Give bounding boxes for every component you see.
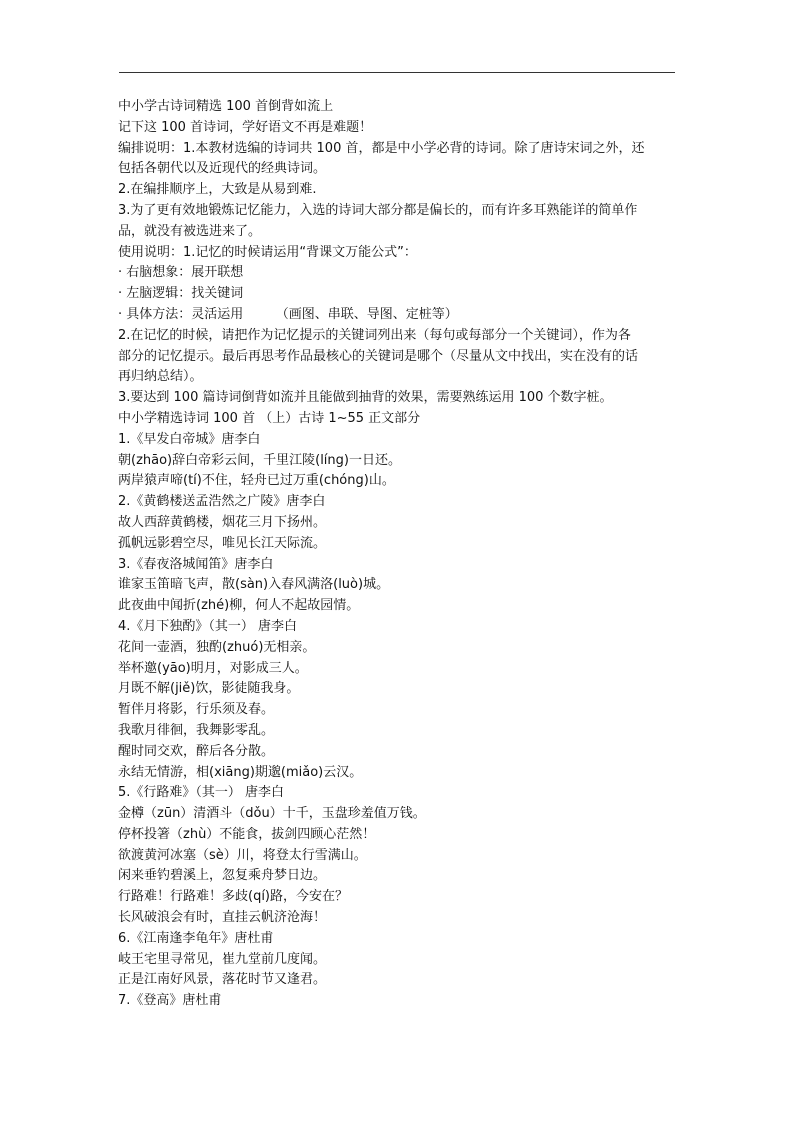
text-line: 使用说明：1.记忆的时候请运用“背课文万能公式”：	[118, 244, 417, 260]
poem-title: 4.《月下独酌》（其一） 唐李白	[118, 618, 298, 634]
poem-line: 停杯投箸（zhù）不能食，拔剑四顾心茫然！	[118, 826, 376, 842]
text-line: 3.为了更有效地锻炼记忆能力，入选的诗词大部分都是偏长的，而有许多耳熟能详的简单作	[118, 202, 638, 218]
poem-title: 5.《行路难》（其一） 唐李白	[118, 785, 285, 801]
poem-line: 闲来垂钓碧溪上，忽复乘舟梦日边。	[118, 868, 327, 884]
poem-line: 行路难！行路难！多歧(qí)路，今安在？	[118, 889, 349, 905]
bullet-item: · 左脑逻辑：找关键词	[118, 286, 244, 302]
poem-line: 朝(zhāo)辞白帝彩云间，千里江陵(líng)一日还。	[118, 452, 401, 468]
text-line: 部分的记忆提示。最后再思考作品最核心的关键词是哪个（尽量从文中找出，实在没有的话	[118, 348, 639, 364]
poem-line: 金樽（zūn）清酒斗（dǒu）十千，玉盘珍羞值万钱。	[118, 806, 426, 822]
text-line: 2.在记忆的时候，请把作为记忆提示的关键词列出来（每句或每部分一个关键词），作为各	[118, 327, 631, 343]
document-body	[118, 97, 678, 1012]
poem-title: 2.《黄鹤楼送孟浩然之广陵》唐李白	[118, 494, 326, 510]
subtitle: 记下这 100 首诗词，学好语文不再是难题！	[118, 119, 373, 135]
poem-line: 此夜曲中闻折(zhé)柳，何人不起故园情。	[118, 598, 360, 614]
poem-line: 正是江南好风景，落花时节又逢君。	[118, 972, 327, 988]
header-rule	[119, 72, 675, 73]
text-line: 品，就没有被选进来了。	[118, 223, 262, 239]
poem-line: 岐王宅里寻常见，崔九堂前几度闻。	[118, 951, 327, 967]
poem-line: 醒时同交欢，醉后各分散。	[118, 743, 275, 759]
section-heading: 中小学精选诗词 100 首 （上）古诗 1~55 正文部分	[118, 410, 421, 426]
poem-line: 月既不解(jiě)饮，影徒随我身。	[118, 681, 300, 697]
document-title: 中小学古诗词精选 100 首倒背如流上	[118, 99, 334, 114]
bullet-item: · 具体方法：灵活运用 （画图、串联、导图、定桩等）	[118, 306, 458, 322]
text-line: 再归纳总结）。	[118, 369, 203, 385]
poem-line: 长风破浪会有时，直挂云帆济沧海！	[118, 910, 327, 926]
poem-line: 故人西辞黄鹤楼，烟花三月下扬州。	[118, 514, 327, 530]
bullet-item: · 右脑想象：展开联想	[118, 265, 244, 281]
poem-line: 我歌月徘徊，我舞影零乱。	[118, 722, 275, 738]
text-line: 编排说明：1.本教材选编的诗词共 100 首，都是中小学必背的诗词。除了唐诗宋词之外，还	[118, 140, 645, 156]
poem-line: 花间一壶酒，独酌(zhuó)无相亲。	[118, 639, 316, 655]
text-line: 包括各朝代以及近现代的经典诗词。	[118, 161, 327, 177]
text-line: 2.在编排顺序上，大致是从易到难.	[118, 182, 317, 198]
poem-line: 永结无情游，相(xiāng)期邈(miǎo)云汉。	[118, 764, 363, 780]
poem-line: 暂伴月将影，行乐须及春。	[118, 702, 275, 718]
poem-title: 7.《登高》唐杜甫	[118, 993, 222, 1009]
poem-line: 孤帆远影碧空尽，唯见长江天际流。	[118, 535, 327, 551]
poem-line: 欲渡黄河冰塞（sè）川，将登太行雪满山。	[118, 847, 367, 863]
poem-line: 谁家玉笛暗飞声，散(sàn)入春风满洛(luò)城。	[118, 577, 390, 593]
poem-line: 两岸猿声啼(tí)不住，轻舟已过万重(chóng)山。	[118, 473, 395, 489]
poem-title: 3.《春夜洛城闻笛》唐李白	[118, 556, 274, 572]
text-line: 3.要达到 100 篇诗词倒背如流并且能做到抽背的效果，需要熟练运用 100 个数字桩。	[118, 390, 613, 406]
poem-line: 举杯邀(yāo)明月，对影成三人。	[118, 660, 308, 676]
poem-title: 1.《早发白帝城》唐李白	[118, 431, 261, 447]
poem-title: 6.《江南逢李龟年》唐杜甫	[118, 930, 274, 946]
